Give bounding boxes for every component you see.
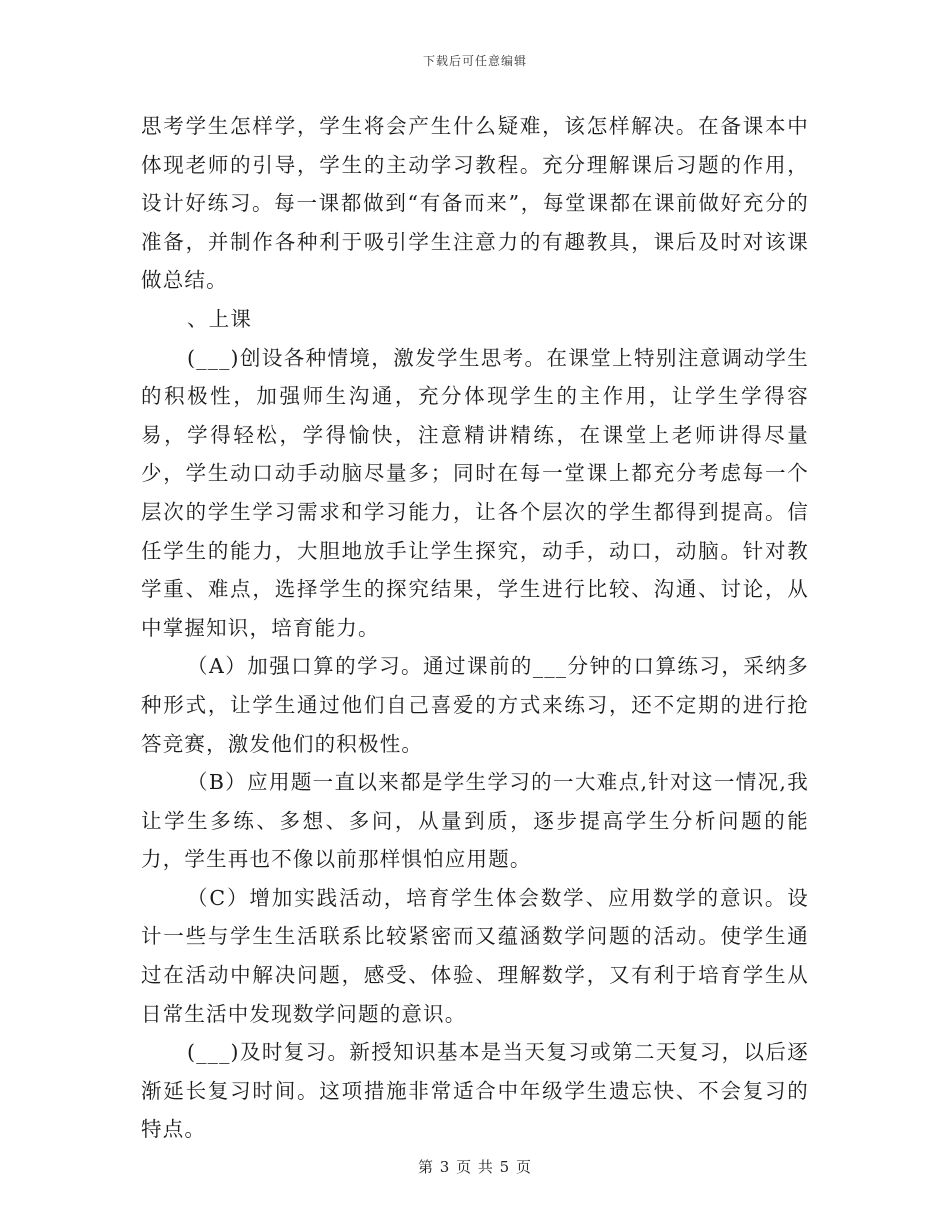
page-footer: 第 3 页 共 5 页 xyxy=(418,1158,532,1176)
section-heading-class: 、上课 xyxy=(187,306,253,331)
paragraph-item-b: （B）应用题一直以来都是学生学习的一大难点,针对这一情况,我让学生多练、多想、多问，从量到质，逐步提高学生分析问题的能力，学生再也不像以前那样惧怕应用题。 xyxy=(141,770,809,872)
paragraph-item-a: （A）加强口算的学习。通过课前的___分钟的口算练习，采纳多种形式，让学生通过他们自己喜爱的方式来练习，还不定期的进行抢答竞赛，激发他们的积极性。 xyxy=(141,654,809,756)
page-header: 下载后可任意编辑 xyxy=(422,54,527,68)
paragraph-item-c: （C）增加实践活动，培育学生体会数学、应用数学的意识。设计一些与学生生活联系比较紧密而又蕴涵数学问题的活动。使学生通过在活动中解决问题，感受、体验、理解数学，又有利于培育学生从日常生活中发现数学问题的意识。 xyxy=(141,885,809,1026)
paragraph-timely-review: (___)及时复习。新授知识基本是当天复习或第二天复习，以后逐渐延长复习时间。这项措施非常适合中年级学生遗忘快、不会复习的特点。 xyxy=(141,1040,809,1142)
paragraph-create-situations: (___)创设各种情境，激发学生思考。在课堂上特别注意调动学生的积极性，加强师生沟通，充分体现学生的主作用，让学生学得容易，学得轻松，学得愉快，注意精讲精练，在课堂上老师讲得尽量少，学生动口动手动脑尽量多；同时在每一堂课上都充分考虑每一个层次的学生学习需求和学习能力，让各个层次的学生都得到提高。信任学生的能力，大胆地放手让学生探究，动手，动口，动脑。针对教学重、难点，选择学生的探究结果，学生进行比较、沟通、讨论，从中掌握知识，培育能力。 xyxy=(141,345,809,640)
document-body xyxy=(141,107,809,1149)
paragraph-lesson-prep: 思考学生怎样学，学生将会产生什么疑难，该怎样解决。在备课本中体现老师的引导，学生的主动学习教程。充分理解课后习题的作用，设计好练习。每一课都做到“有备而来”，每堂课都在课前做好充分的准备，并制作各种利于吸引学生注意力的有趣教具，课后及时对该课做总结。 xyxy=(141,114,809,293)
